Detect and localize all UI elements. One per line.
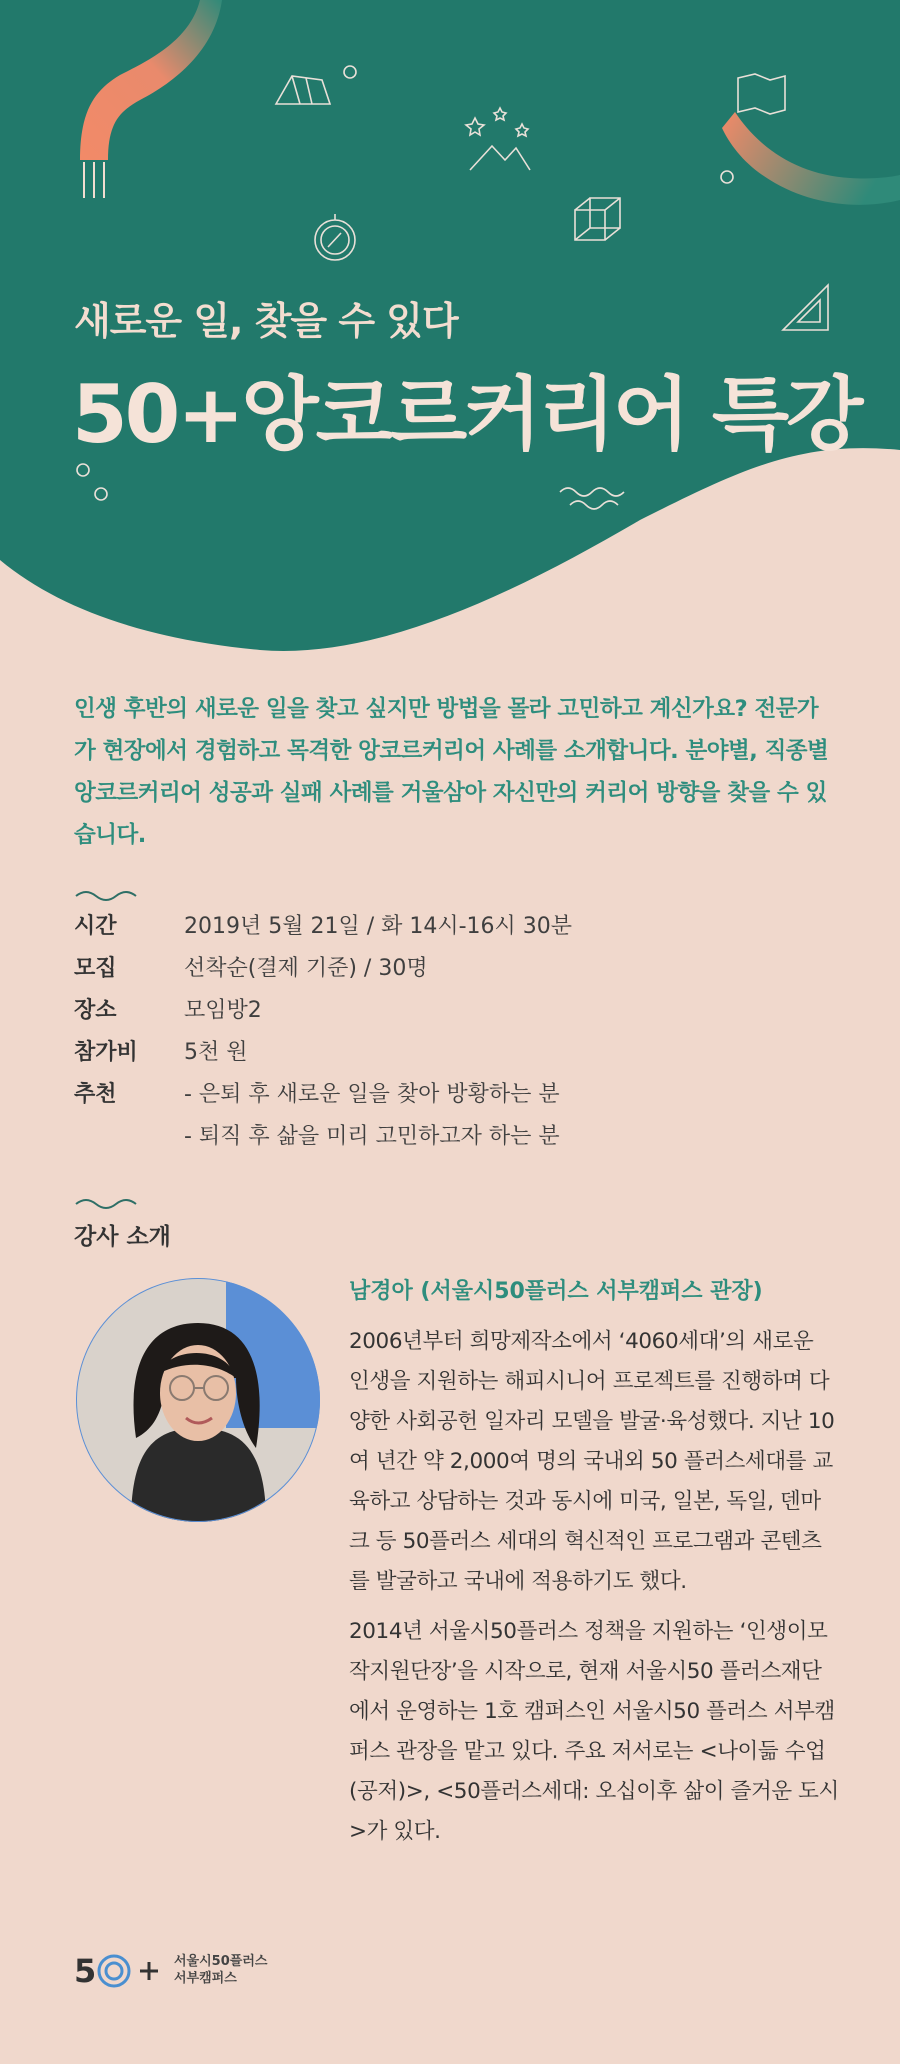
info-label: 모집 — [74, 955, 117, 981]
info-value: - 퇴직 후 삶을 미리 고민하고자 하는 분 — [184, 1123, 560, 1149]
info-row-recommend — [74, 1071, 854, 1113]
footer-line-2: 서부캠퍼스 — [174, 1971, 237, 1986]
info-label: 장소 — [74, 997, 117, 1023]
info-value: 선착순(결제 기준) / 30명 — [184, 955, 428, 981]
info-label: 추천 — [74, 1081, 117, 1107]
speaker-section-title: 강사 소개 — [74, 1224, 171, 1250]
event-info — [74, 903, 854, 1155]
footer-text — [174, 1953, 267, 1987]
info-row-place — [74, 987, 854, 1029]
info-row-time — [74, 903, 854, 945]
bio-paragraph: 2006년부터 희망제작소에서 ‘4060세대’의 새로운 인생을 지원하는 해피시니어 프로젝트를 진행하며 다양한 사회공헌 일자리 모델을 발굴·육성했다. 지난 10여 년간 약 2,000여 명의 국내외 50 플러스세대를 교육하고 상담하는 것과 동시에 미국, 일본, 독일, 덴마크 등 50플러스 세대의 혁신적인 프로그램과 콘텐츠를 발굴하고 국내에 적용하기도 했다. — [349, 1329, 835, 1594]
info-label: 참가비 — [74, 1039, 138, 1065]
info-row-recruit — [74, 945, 854, 987]
hero-subtitle: 새로운 일, 찾을 수 있다 — [74, 299, 458, 343]
squiggle-divider-icon — [74, 1198, 140, 1210]
info-row-recommend-2 — [74, 1113, 854, 1155]
speaker-bio — [349, 1322, 839, 1862]
info-value: - 은퇴 후 새로운 일을 찾아 방황하는 분 — [184, 1081, 560, 1107]
intro-paragraph: 인생 후반의 새로운 일을 찾고 싶지만 방법을 몰라 고민하고 계신가요? 전문가가 현장에서 경험하고 목격한 앙코르커리어 사례를 소개합니다. 분야별, 직종별 앙코르커리어 성공과 실패 사례를 거울삼아 자신만의 커리어 방향을 찾을 수 있습니다. — [74, 696, 829, 848]
info-label: 시간 — [74, 913, 117, 939]
info-value: 5천 원 — [184, 1039, 248, 1065]
speaker-name: 남경아 (서울시50플러스 서부캠퍼스 관장) — [349, 1279, 763, 1304]
info-row-fee — [74, 1029, 854, 1071]
hero-title: 50+앙코르커리어 특강 — [72, 368, 861, 461]
footer-line-1: 서울시50플러스 — [174, 1954, 268, 1969]
info-value: 2019년 5월 21일 / 화 14시-16시 30분 — [184, 913, 573, 939]
bio-paragraph: 2014년 서울시50플러스 정책을 지원하는 ‘인생이모작지원단장’을 시작으로, 현재 서울시50 플러스재단에서 운영하는 1호 캠퍼스인 서울시50 플러스 서부캠퍼스 관장을 맡고 있다. 주요 저서로는 <나이듦 수업(공저)>, <50플러스세대: 오십이후 삶이 즐거운 도시>가 있다. — [349, 1619, 839, 1844]
footer-logo — [74, 1950, 267, 1990]
svg-text:5: 5 — [74, 1952, 97, 1990]
speaker-photo — [76, 1278, 320, 1522]
fifty-plus-logo-icon — [74, 1950, 164, 1990]
info-value: 모임방2 — [184, 997, 262, 1023]
squiggle-divider-icon — [74, 890, 140, 902]
hero-banner — [0, 0, 900, 660]
